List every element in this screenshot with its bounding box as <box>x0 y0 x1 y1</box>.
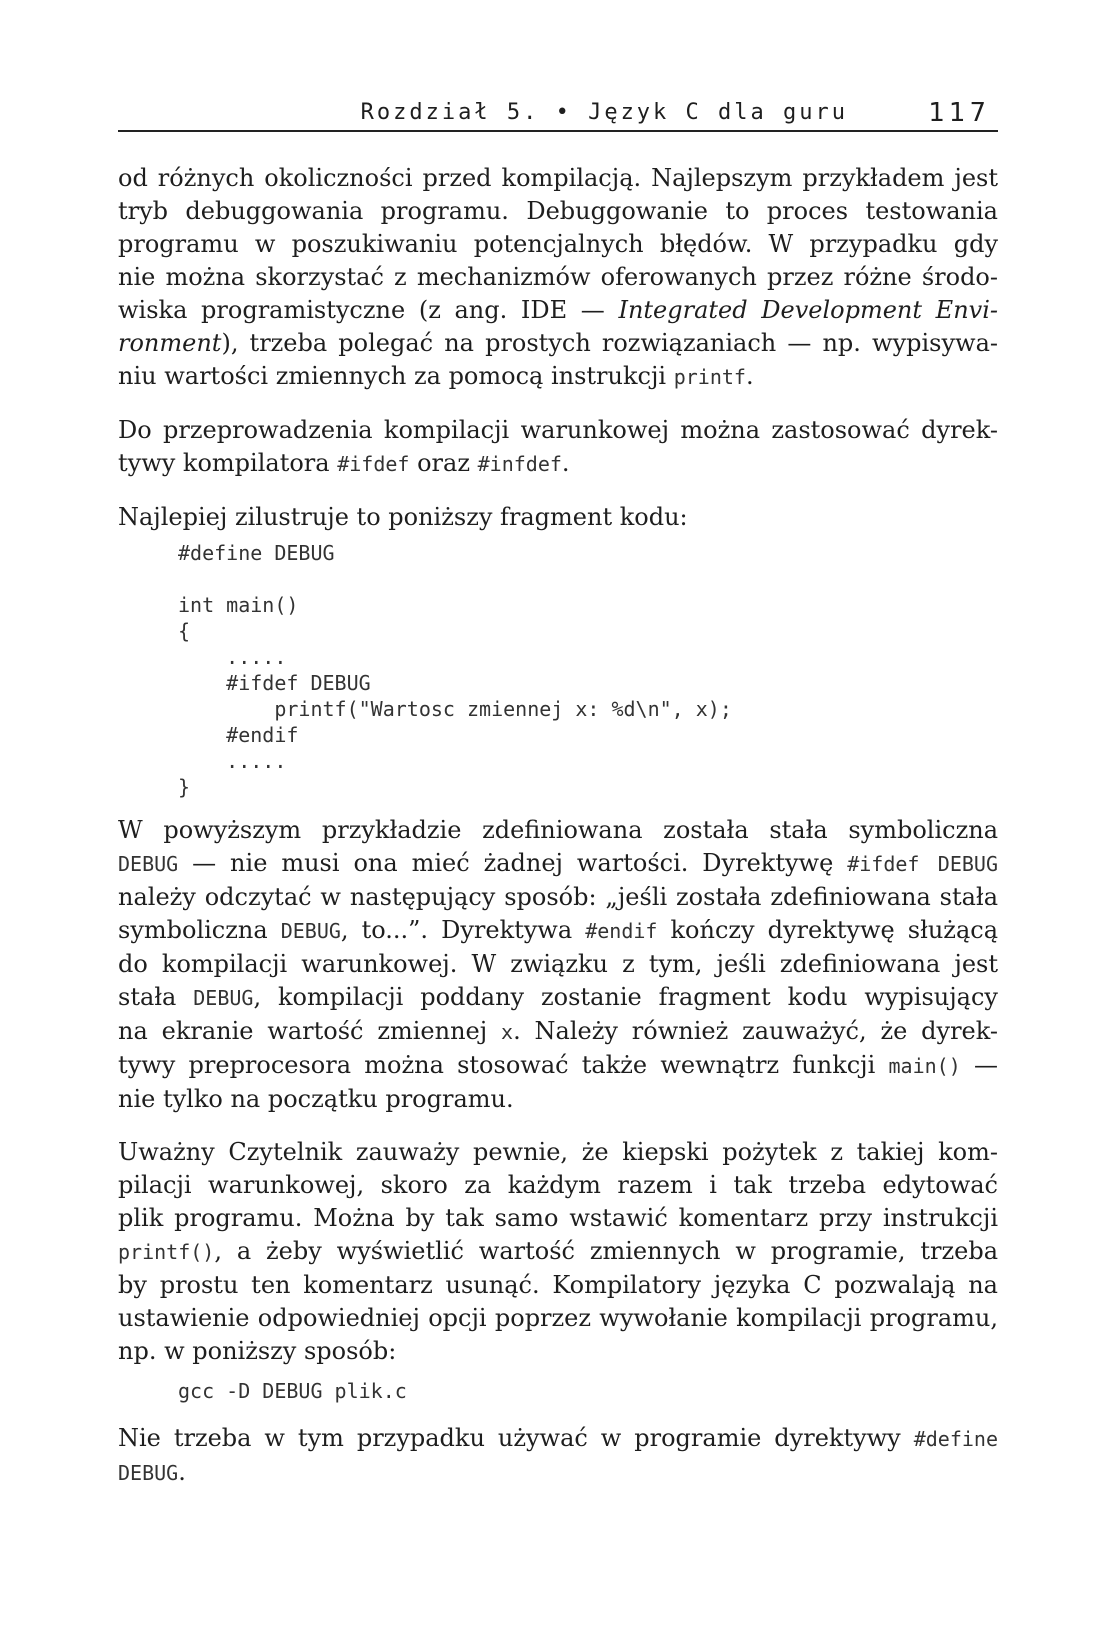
text-run: — nie musi ona mieć żadnej wartości. Dyrektywę <box>178 849 848 877</box>
text-run: , to...”. Dyrektywa <box>340 916 586 944</box>
text-line: od różnych okoliczności przed kompilacją. Najlepszym przykładem jest <box>118 164 998 192</box>
text-run: , kompilacji poddany zostanie fragment kodu wypisujący <box>253 983 998 1011</box>
text-line <box>118 1235 998 1269</box>
text-line <box>118 294 998 327</box>
text-line: plik programu. Można by tak samo wstawić komentarz przy instrukcji <box>118 1204 998 1232</box>
text-line <box>118 1049 998 1083</box>
text-line <box>118 447 998 481</box>
text-line <box>118 1422 998 1456</box>
text-run: . <box>561 449 570 477</box>
text-run: symboliczna <box>118 916 281 944</box>
paragraph-4 <box>118 814 998 1116</box>
inline-code: x <box>501 1020 514 1044</box>
text-run: tywy preprocesora można stosować także wewnątrz funkcji <box>118 1051 889 1079</box>
text-line: Uważny Czytelnik zauważy pewnie, że kiepski pożytek z takiej kom- <box>118 1138 998 1166</box>
text-line <box>118 847 998 881</box>
text-run: tywy kompilatora <box>118 449 338 477</box>
italic-term: Integrated Development Envi- <box>618 296 998 324</box>
inline-code: #define <box>913 1427 998 1451</box>
text-line <box>118 1015 998 1049</box>
text-run: kończy dyrektywę służącą <box>657 916 999 944</box>
inline-code: DEBUG <box>193 986 254 1010</box>
code-block: #define DEBUG int main() { ..... #ifdef DEBUG printf("Wartosc zmiennej x: %d\n", x); #endif ..... } <box>178 541 732 799</box>
inline-code: #endif <box>585 919 658 943</box>
text-line: W powyższym przykładzie zdefiniowana została stała symboliczna <box>118 816 998 844</box>
text-run: — <box>960 1051 998 1079</box>
inline-code: printf() <box>118 1240 215 1264</box>
text-line: nie można skorzystać z mechanizmów oferowanych przez różne środo- <box>118 263 998 291</box>
page-body <box>118 162 998 1490</box>
page-number: 117 <box>928 98 990 128</box>
text-run: ), trzeba polegać na prostych rozwiązaniach — np. wypisywa- <box>221 329 998 357</box>
paragraph-1 <box>118 162 998 394</box>
inline-code: #ifdef DEBUG <box>847 852 998 876</box>
text-line <box>118 327 998 360</box>
text-run: niu wartości zmiennych za pomocą instrukcji <box>118 362 674 390</box>
text-run: . <box>178 1458 186 1486</box>
text-run: , a żeby wyświetlić wartość zmiennych w programie, trzeba <box>214 1237 998 1265</box>
chapter-title: Rozdział 5. • Język C dla guru <box>360 100 848 125</box>
text-line: do kompilacji warunkowej. W związku z tym, jeśli zdefiniowana jest <box>118 950 998 978</box>
text-run: na ekranie wartość zmiennej <box>118 1017 502 1045</box>
paragraph-3 <box>118 501 998 534</box>
text-line: tryb debuggowania programu. Debuggowanie to proces testowania <box>118 197 998 225</box>
inline-code: printf <box>673 365 746 389</box>
inline-code: DEBUG <box>280 919 341 943</box>
code-command: gcc -D DEBUG plik.c <box>178 1379 407 1403</box>
italic-term: ronment <box>118 329 222 357</box>
text-line: Najlepiej zilustruje to poniższy fragment kodu: <box>118 503 688 531</box>
inline-code: DEBUG <box>118 1461 179 1485</box>
text-line: np. w poniższy sposób: <box>118 1337 397 1365</box>
text-line: pilacji warunkowej, skoro za każdym razem i tak trzeba edytować <box>118 1171 998 1199</box>
paragraph-2 <box>118 414 998 481</box>
inline-code: DEBUG <box>118 852 179 876</box>
text-line <box>118 360 998 394</box>
text-run: . <box>745 362 754 390</box>
text-line: należy odczytać w następujący sposób: „jeśli została zdefiniowana stała <box>118 883 998 911</box>
text-run: . Należy również zauważyć, że dyrek- <box>513 1017 998 1045</box>
text-line <box>118 981 998 1015</box>
inline-code: #ifdef <box>337 452 410 476</box>
text-line: Do przeprowadzenia kompilacji warunkowej można zastosować dyrek- <box>118 416 998 444</box>
text-run: Nie trzeba w tym przypadku używać w programie dyrektywy <box>118 1424 914 1452</box>
text-run: wiska programistyczne (z ang. IDE — <box>118 296 619 324</box>
text-line: nie tylko na początku programu. <box>118 1085 514 1113</box>
inline-code: #infdef <box>477 452 562 476</box>
paragraph-5 <box>118 1136 998 1368</box>
text-line: ustawienie odpowiedniej opcji poprzez wywołanie kompilacji programu, <box>118 1304 998 1332</box>
paragraph-6 <box>118 1422 998 1490</box>
text-line: programu w poszukiwaniu potencjalnych błędów. W przypadku gdy <box>118 230 998 258</box>
text-run: stała <box>118 983 194 1011</box>
text-line <box>118 914 998 948</box>
book-page <box>118 100 998 1510</box>
text-line: by prostu ten komentarz usunąć. Kompilatory języka C pozwalają na <box>118 1271 998 1299</box>
inline-code: main() <box>888 1054 961 1078</box>
running-header <box>118 100 998 132</box>
text-run: oraz <box>409 449 478 477</box>
text-line <box>118 1456 998 1490</box>
